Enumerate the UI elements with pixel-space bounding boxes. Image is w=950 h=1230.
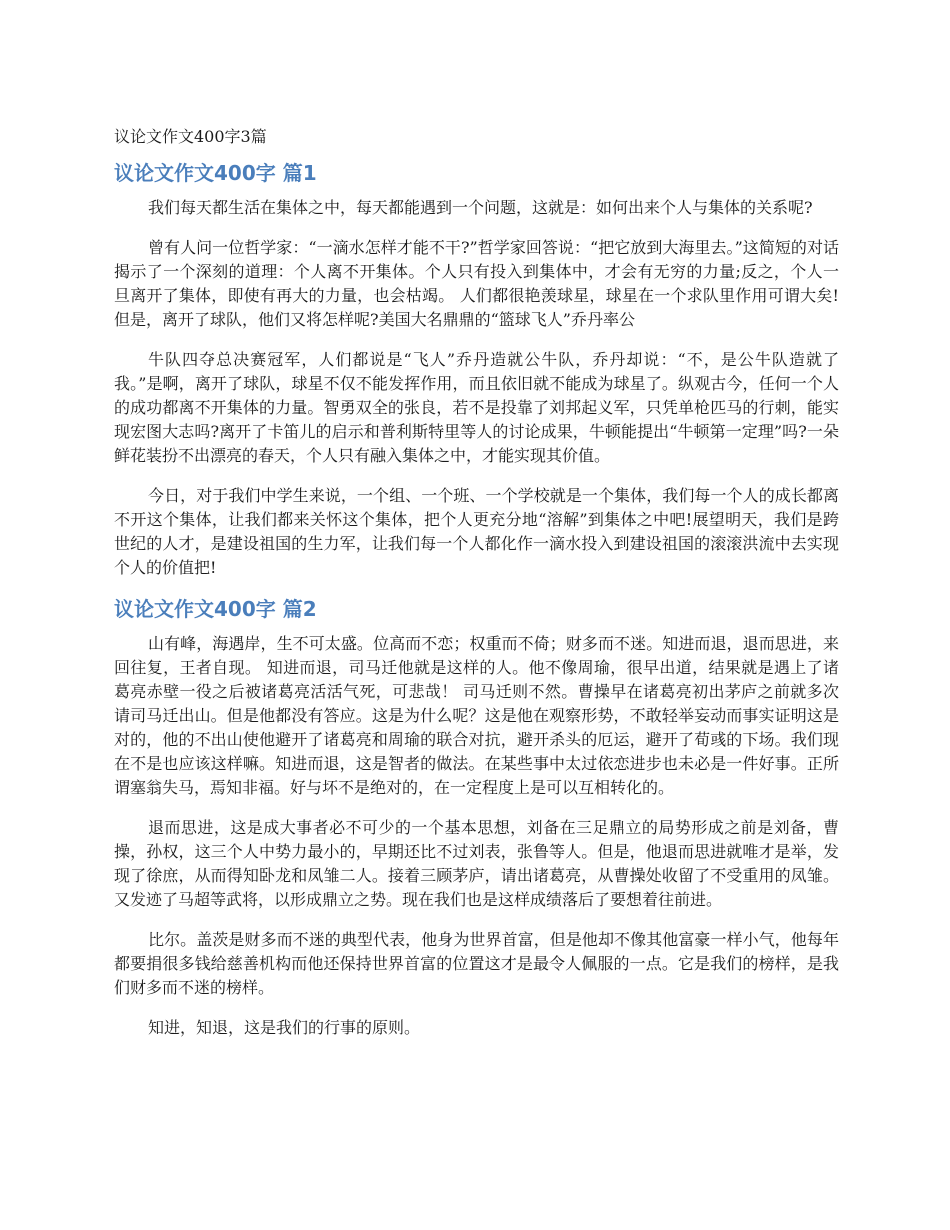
paragraph: 比尔。盖茨是财多而不迷的典型代表，他身为世界首富，但是他却不像其他富豪一样小气，他每年都要捐很多钱给慈善机构而他还保持世界首富的位置这才是最令人佩服的一点。它是我们的榜样，是我们财多而不迷的榜样。 [114, 930, 839, 997]
paragraph: 知进，知退，这是我们的行事的原则。 [148, 1018, 421, 1037]
paragraph: 我们每天都生活在集体之中，每天都能遇到一个问题，这就是：如何出来个人与集体的关系呢? [148, 198, 813, 217]
paragraph: 今日，对于我们中学生来说，一个组、一个班、一个学校就是一个集体，我们每一个人的成长都离不开这个集体，让我们都来关怀这个集体，把个人更充分地“溶解”到集体之中吧!展望明天，我们是跨世纪的人才，是建设祖国的生力军，让我们每一个人都化作一滴水投入到建设祖国的滚滚洪流中去实现个人的价值把! [114, 486, 839, 577]
paragraph: 山有峰，海遇岸，生不可太盛。位高而不恋；权重而不倚；财多而不迷。知进而退，退而思进，来回往复，王者自现。 知进而退，司马迁他就是这样的人。他不像周瑜，很早出道，结果就是遇上了诸葛亮赤壁一役之后被诸葛亮活活气死，可悲哉！ 司马迁则不然。曹操早在诸葛亮初出茅庐之前就多次请司马迁出山。但是他都没有答应。这是为什么呢？这是他在观察形势，不敢轻举妄动而事实证明这是对的，他的不出山使他避开了诸葛亮和周瑜的联合对抗，避开杀头的厄运，避开了荀彧的下场。我们现在不是也应该这样嘛。知进而退，这是智者的做法。在某些事中太过依恋进步也未必是一件好事。正所谓塞翁失马，焉知非福。好与坏不是绝对的，在一定程度上是可以互相转化的。 [114, 634, 839, 797]
section-1 [114, 160, 839, 580]
paragraph: 退而思进，这是成大事者必不可少的一个基本思想，刘备在三足鼎立的局势形成之前是刘备，曹操，孙权，这三个人中势力最小的，早期还比不过刘表，张鲁等人。但是，他退而思进就唯才是举，发现了徐庶，从而得知卧龙和凤雏二人。接着三顾茅庐，请出诸葛亮，从曹操处收留了不受重用的凤雏。又发迹了马超等武将，以形成鼎立之势。现在我们也是这样成绩落后了要想着往前进。 [114, 818, 839, 909]
document-page [114, 118, 839, 1056]
paragraph: 牛队四夺总决赛冠军，人们都说是“飞人”乔丹造就公牛队，乔丹却说：“不，是公牛队造就了我。”是啊，离开了球队，球星不仅不能发挥作用，而且依旧就不能成为球星了。纵观古今，任何一个人的成功都离不开集体的力量。智勇双全的张良，若不是投靠了刘邦起义军，只凭单枪匹马的行刺，能实现宏图大志吗?离开了卡笛儿的启示和普利斯特里等人的讨论成果，牛顿能提出“牛顿第一定理”吗?一朵鲜花装扮不出漂亮的春天，个人只有融入集体之中，才能实现其价值。 [114, 350, 839, 465]
section-heading: 议论文作文400字 篇2 [114, 597, 317, 621]
paragraph: 曾有人问一位哲学家：“一滴水怎样才能不干?”哲学家回答说：“把它放到大海里去。”这简短的对话揭示了一个深刻的道理：个人离不开集体。个人只有投入到集体中，才会有无穷的力量;反之，个人一旦离开了集体，即使有再大的力量，也会枯竭。 人们都很艳羡球星，球星在一个求队里作用可谓大矣!但是，离开了球队，他们又将怎样呢?美国大名鼎鼎的“篮球飞人”乔丹率公 [114, 238, 839, 329]
section-heading: 议论文作文400字 篇1 [114, 161, 317, 185]
section-2 [114, 596, 839, 1040]
document-title: 议论文作文400字3篇 [114, 127, 267, 146]
